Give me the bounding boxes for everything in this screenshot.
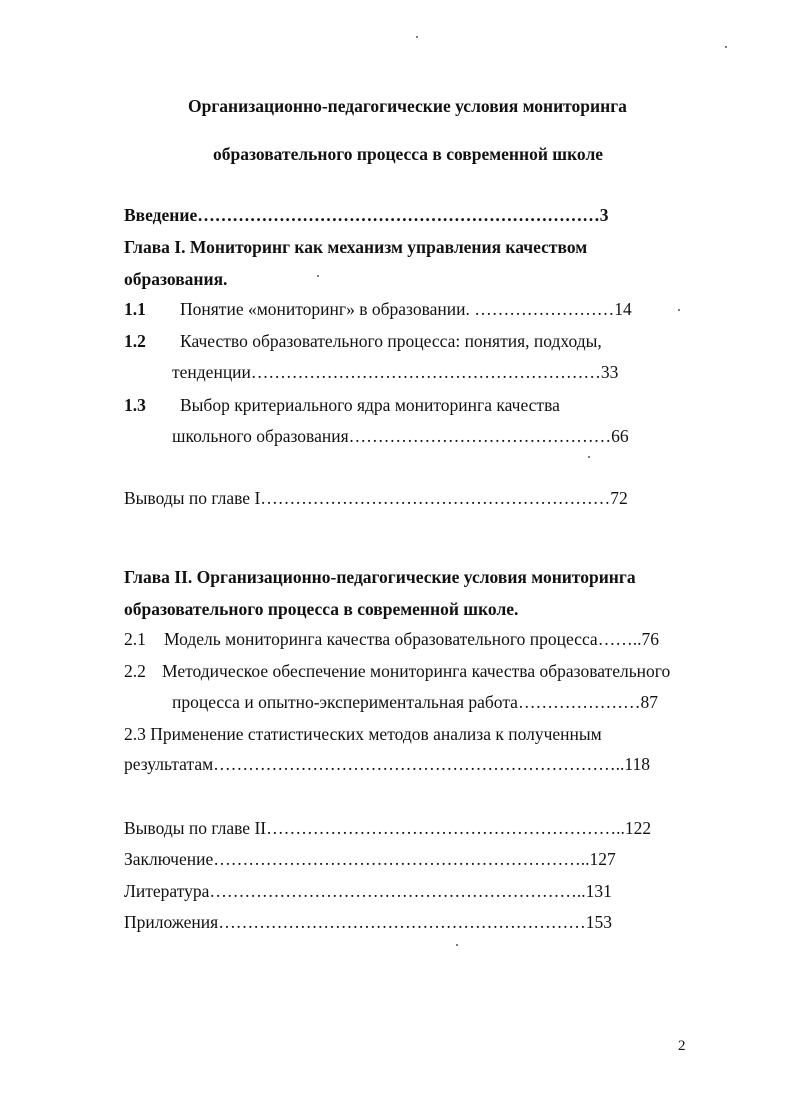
toc-section-1-1-number: 1.1 <box>124 299 146 319</box>
toc-literature: Литература………………………………………………………..131 <box>124 881 612 901</box>
toc-introduction: Введение……………………………………………………………3 <box>124 205 609 225</box>
scan-speck <box>678 309 680 311</box>
toc-section-2-2-title-cont: процесса и опытно-экспериментальная работа…………………87 <box>172 692 658 712</box>
scan-speck <box>588 456 590 458</box>
toc-appendices: Приложения………………………………………………………153 <box>124 912 612 932</box>
toc-section-2-1-title: Модель мониторинга качества образовательного процесса……..76 <box>164 629 659 649</box>
toc-chapter-2-conclusions: Выводы по главе II……………………………………………………..122 <box>124 818 652 838</box>
toc-section-2-2-title: Методическое обеспечение мониторинга качества образовательного <box>162 661 671 681</box>
scan-speck <box>416 36 418 38</box>
toc-section-2-3-title: 2.3 Применение статистических методов анализа к полученным <box>124 724 602 744</box>
document-title-line-2: образовательного процесса в современной школе <box>213 144 604 164</box>
toc-conclusion: Заключение………………………………………………………..127 <box>124 849 616 869</box>
toc-section-1-2-title: Качество образовательного процесса: понятия, подходы, <box>180 331 602 351</box>
scan-speck <box>725 46 727 48</box>
toc-section-2-2-number: 2.2 <box>124 661 146 681</box>
toc-section-1-1-title: Понятие «мониторинг» в образовании. ……………………14 <box>180 299 632 319</box>
toc-section-2-3-title-cont: результатам……………………………………………………………..118 <box>124 754 651 774</box>
toc-section-2-1-number: 2.1 <box>124 629 146 649</box>
toc-chapter-2-heading-line-1: Глава II. Организационно-педагогические условия мониторинга <box>124 567 636 587</box>
toc-section-1-3-number: 1.3 <box>124 395 146 415</box>
toc-chapter-1-conclusions: Выводы по главе I……………………………………………………72 <box>124 488 628 508</box>
toc-section-1-3-title: Выбор критериального ядра мониторинга качества <box>180 395 560 415</box>
toc-section-1-2-number: 1.2 <box>124 331 146 351</box>
toc-section-1-3-title-cont: школьного образования………………………………………66 <box>172 426 629 446</box>
scan-speck <box>317 275 319 277</box>
document-title-line-1: Организационно-педагогические условия мониторинга <box>188 96 627 116</box>
page-number: 2 <box>678 1038 686 1054</box>
scan-speck <box>456 944 458 946</box>
toc-section-1-2-title-cont: тенденции……………………………………………………33 <box>172 362 619 382</box>
toc-chapter-1-heading-line-1: Глава I. Мониторинг как механизм управления качеством <box>124 237 588 257</box>
toc-chapter-2-heading-line-2: образовательного процесса в современной школе. <box>124 599 519 619</box>
toc-chapter-1-heading-line-2: образования. <box>124 269 228 289</box>
